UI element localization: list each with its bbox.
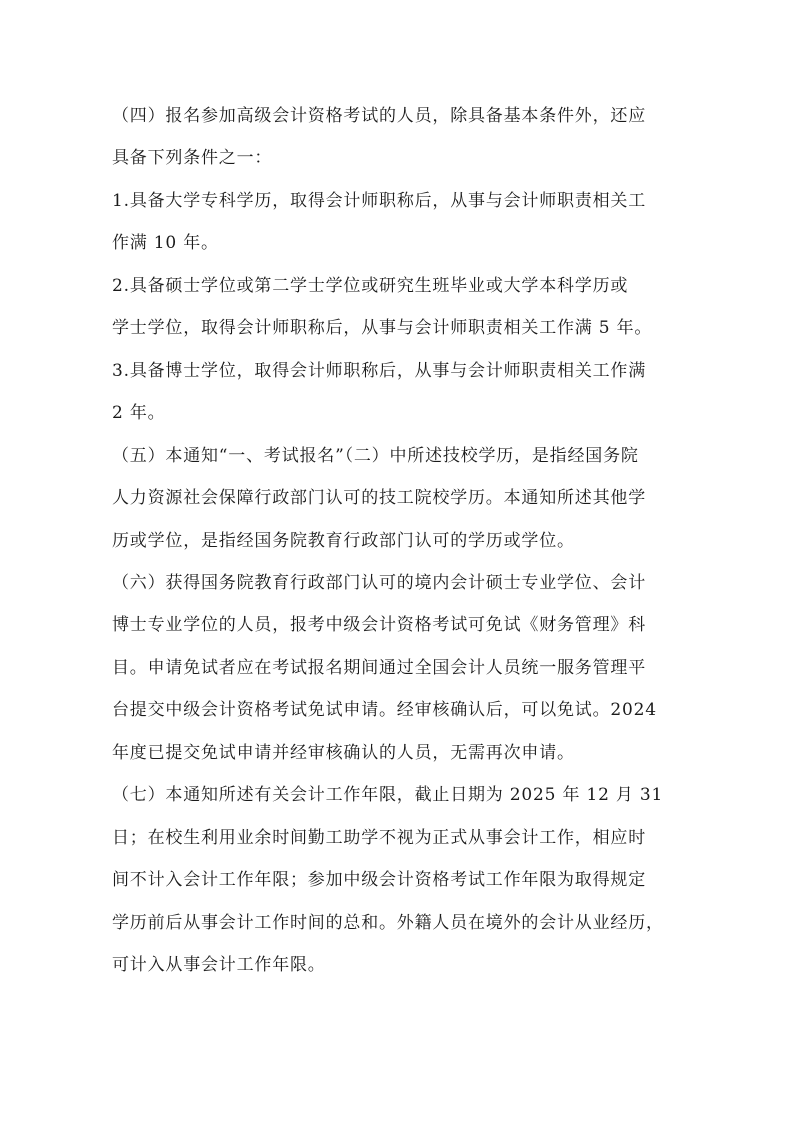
text-line-15: 台提交中级会计资格考试免试申请。经审核确认后，可以免试。2024 bbox=[112, 700, 657, 720]
text-line-3: 1.具备大学专科学历，取得会计师职称后，从事与会计师职责相关工 bbox=[112, 191, 647, 211]
text-line-16: 年度已提交免试申请并经审核确认的人员，无需再次申请。 bbox=[112, 743, 575, 763]
text-line-18: 日；在校生利用业余时间勤工助学不视为正式从事会计工作，相应时 bbox=[112, 828, 646, 848]
text-line-21: 可计入从事会计工作年限。 bbox=[112, 955, 326, 975]
text-line-14: 目。申请免试者应在考试报名期间通过全国会计人员统一服务管理平 bbox=[112, 658, 646, 678]
text-line-8: 2 年。 bbox=[112, 403, 166, 423]
text-line-9: （五）本通知“一、考试报名”（二）中所述技校学历，是指经国务院 bbox=[112, 446, 639, 466]
text-line-2: 具备下列条件之一： bbox=[112, 148, 273, 168]
text-line-11: 历或学位，是指经国务院教育行政部门认可的学历或学位。 bbox=[112, 531, 575, 551]
text-line-7: 3.具备博士学位，取得会计师职称后，从事与会计师职责相关工作满 bbox=[112, 361, 647, 381]
text-line-17: （七）本通知所述有关会计工作年限，截止日期为 2025 年 12 月 31 bbox=[112, 785, 664, 805]
text-line-5: 2.具备硕士学位或第二学士学位或研究生班毕业或大学本科学历或 bbox=[112, 276, 629, 296]
text-line-4: 作满 10 年。 bbox=[112, 233, 219, 253]
text-line-20: 学历前后从事会计工作时间的总和。外籍人员在境外的会计从业经历， bbox=[112, 913, 664, 933]
text-line-10: 人力资源社会保障行政部门认可的技工院校学历。本通知所述其他学 bbox=[112, 488, 646, 508]
text-line-6: 学士学位，取得会计师职称后，从事与会计师职责相关工作满 5 年。 bbox=[112, 318, 653, 338]
text-line-12: （六）获得国务院教育行政部门认可的境内会计硕士专业学位、会计 bbox=[112, 573, 646, 593]
text-line-13: 博士专业学位的人员，报考中级会计资格考试可免试《财务管理》科 bbox=[112, 615, 646, 635]
text-line-1: （四）报名参加高级会计资格考试的人员，除具备基本条件外，还应 bbox=[112, 106, 646, 126]
text-line-19: 间不计入会计工作年限；参加中级会计资格考试工作年限为取得规定 bbox=[112, 870, 646, 890]
